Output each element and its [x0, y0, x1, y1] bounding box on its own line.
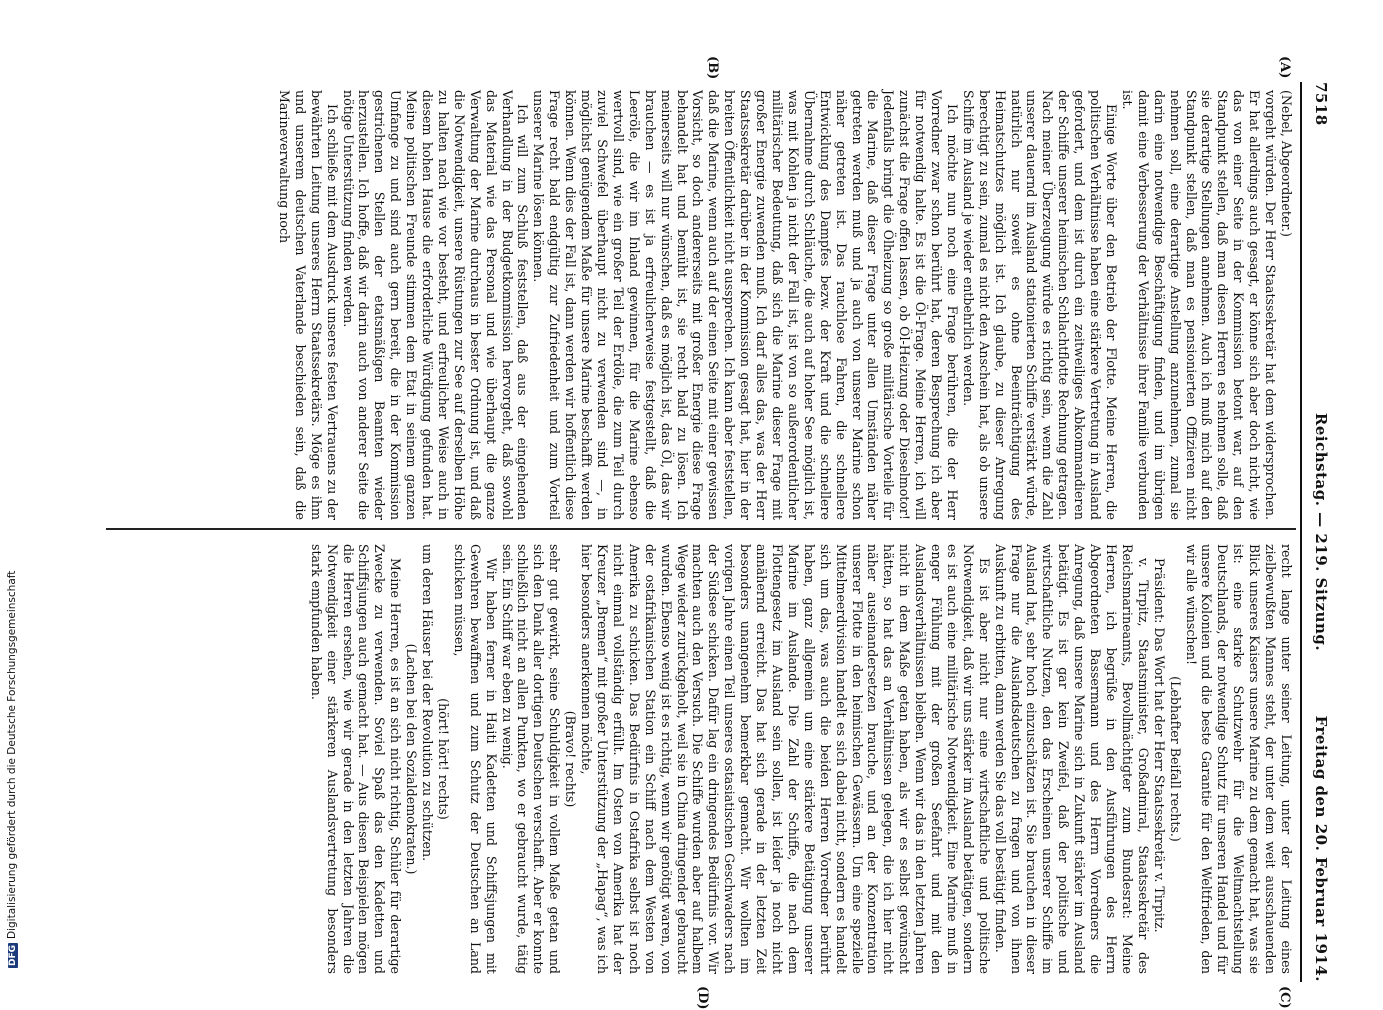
margin-letter-d: (D) [695, 986, 710, 1010]
right-column-paragraph: recht lange unter seiner Leitung, unter der Leitung eines zielbewußten Mannes steht, der unter dem weit ausschauenden Blick unseres Kaisers unsere Marine zu dem gemacht hat, was sie ist: eine starke Schutzwehr für die Weltmachtstellung Deutschlands, der notwendige Schutz für unseren Handel und für unsere Kolonien und die beste Garantie für den Weltfrieden, den wir alle wünschen! [1183, 544, 1294, 974]
funding-stamp [6, 571, 18, 968]
right-column [308, 544, 1294, 974]
header-title: Reichstag. — 219. Sitzung. [1312, 412, 1330, 652]
stamp-text: Digitalisierung gefördert durch die Deutsche Forschungsgemeinschaft [6, 570, 18, 939]
running-header [1304, 82, 1330, 982]
left-column-paragraph: Ich will zum Schluß feststellen, daß aus der eingehenden Verhandlung in der Budgetkommission hervorgeht, daß sowohl das Material wie das Personal und wie überhaupt die ganze Verwaltung der Marine durchaus in bester Ordnung ist, und daß die Notwendigkeit, unsere Rüstungen zur See auf derselben Höhe zu halten nach wie vor besteht, und erfreulicher Weise auch in diesem hohen Hause die erforderliche Würdigung gefunden hat. Meine politischen Freunde stimmen dem Etat in seinem ganzen Umfange zu und sind auch gern bereit, die in der Kommission gestrichenen Stellen der etatsmäßigen Beamten wieder herzustellen. Ich hoffe, daß wir darin auch von anderer Seite die nötige Unterstützung finden werden. [340, 90, 531, 520]
right-column-paragraph: Wir haben ferner in Haiti Kadetten und Schiffsjungen mit Gewehren bewaffnen und zum Schutz der Deutschen an Land schicken müssen, [451, 544, 499, 974]
left-column [276, 90, 1294, 520]
right-column-paragraph: Es ist aber nicht nur eine wirtschaftliche und politische Notwendigkeit, daß wir uns stärker im Ausland betätigen, sondern es ist auch eine militärische Notwendigkeit. Eine Marine muß in enger Fühlung mit der großen Seefahrt und mit den Auslandsverhältnissen bleiben. Wenn wir das in den letzten Jahren nicht in dem Maße getan haben, als wir es selbst gewünscht hätten, so hat das an Verhältnissen gelegen, die ich hier nicht näher auseinandersetzen brauche, und an der Konzentration unserer Flotte in den heimischen Gewässern. Um eine spezielle Mittelmeerdivision handelt es sich dabei nicht, sondern es handelt sich um das, was auch die beiden Herren Vorredner berührt haben, ganz allgemein um eine stärkere Betätigung unserer Marine im Auslande. Die Zahl der Schiffe, die nach dem Flottengesetz im Ausland sein sollen, ist leider ja noch nicht annähernd erreicht. Das hat sich gerade in der letzten Zeit besonders unangenehm bemerkbar gemacht. Wir wollten im vorigen Jahre einen Teil unseres ostasiatischen Geschwaders nach der Südsee schicken. Dafür lag ein dringendes Bedürfnis vor. Wir machten auch den Versuch. Die Schiffe wurden aber auf halbem Wege wieder zurückgeholt, weil sie in China dringender gebraucht wurden. Ebenso wenig ist es richtig, wenn wir genötigt waren, von der ostafrikanischen Station ein Schiff nach dem Westen von Amerika zu schicken. Das Bedürfnis in Ostafrika selbst ist noch nicht einmal vollständig erfüllt. Im Osten von Amerika hat der Kreuzer „Bremen“ mit großer Unterstützung der „Hapag“, was ich hier besonders anerkennen möchte, [579, 544, 992, 974]
right-column-paragraph: um deren Häuser bei der Revolution zu schützen. [420, 544, 436, 862]
margin-letter-b: (B) [705, 56, 720, 80]
left-column-paragraph: (Nebel, Abgeordneter.) [1279, 90, 1294, 237]
column-divider [106, 528, 1296, 530]
margin-letter-a: (A) [1277, 56, 1292, 79]
dfg-logo: DFG [8, 944, 18, 966]
document-page [80, 56, 1330, 1010]
page-number: 7518 [1312, 82, 1330, 126]
right-column-paragraph: (hört! hört! rechts) [435, 698, 451, 820]
left-column-paragraph: Ich schließe mit dem Ausdruck unseres festen Vertrauens zu der bewährten Leitung unseres Herrn Staatssekretärs. Möge es ihm und unserem deutschen Vaterlande beschieden sein, daß die Marineverwaltung noch [276, 90, 340, 520]
right-column-paragraph: (Lebhafter Beifall rechts.) [1167, 676, 1183, 842]
header-date: Freitag den 20. Februar 1914. [1312, 715, 1330, 982]
margin-letter-c: (C) [1277, 986, 1292, 1009]
header-rule [1300, 82, 1302, 982]
right-column-paragraph: Meine Herren, es ist an sich nicht richtig, Schüler für derartige Zwecke zu verwenden. Soviel Spaß das den Kadetten und Schiffsjungen auch gemacht hat. — Aus diesen Beispielen mögen die Herren ersehen, wie wir gerade in den letzten Jahren die Notwendigkeit einer stärkeren Auslandsvertretung besonders stark empfunden haben. [308, 544, 404, 974]
left-column-paragraph: vorgeht würden. Der Herr Staatssekretär hat dem widersprochen. Er hat allerdings auch gesagt, er könne sich aber doch nicht, wie das von einer Seite in der Kommission betont war, auf den Standpunkt stellen, daß man diesen Herren es nehmen solle, daß sie derartige Stellungen annehmen. Auch ich muß mich auf den Standpunkt stellen, daß man es pensionierten Offizieren nicht nehmen soll, eine derartige Anstellung anzunehmen, zumal sie darin eine notwendige Beschäftigung finden, und im übrigen damit eine Verbesserung der Verhältnisse ihrer Familie verbunden ist. [1119, 90, 1279, 520]
right-column-paragraph: (Bravo! rechts) [563, 710, 579, 808]
right-column-paragraph: Präsident: Das Wort hat der Herr Staatssekretär v. Tirpitz. [1151, 558, 1167, 933]
left-column-paragraph: Ich möchte nun noch eine Frage berühren, die der Herr Vorredner zwar schon berührt hat, deren Besprechung ich aber für notwendig halte. Es ist die Öl-Frage. Meine Herren, ich will zunächst die Frage offen lassen, ob Öl-Heizung oder Dieselmotor! Jedenfalls bringt die Ölheizung so große militärische Vorteile für die Marine, daß dieser Frage unter allen Umständen näher getreten werden muß und ja auch von unserer Marine schon näher getreten ist. Das rauchlose Fahren, die schnellere Entwicklung des Dampfes bezw. der Kraft und die schnellere Übernahme durch Schläuche, die auch auf hoher See möglich ist, was mit Kohlen ja nicht der Fall ist, ist von so außerordentlicher militärischer Bedeutung, daß sich die Marine dieser Frage mit großer Energie zuwenden muß. Ich darf alles das, was der Herr Staatssekretär darüber in der Kommission gesagt hat, hier in der breiten Öffentlichkeit nicht aussprechen. Ich kann aber feststellen, daß die Marine, wenn auch auf der einen Seite mit einer gewissen Vorsicht, so doch andererseits mit großer Energie diese Frage behandelt hat und bemüht ist, sie recht bald zu lösen. Ich meinerseits will nur wünschen, daß es möglich ist, das Öl, das wir brauchen — es ist ja erfreulicherweise festgestellt, daß die Leeröle, die wir im Inland gewinnen, für die Marine ebenso wertvoll sind, wie ein großer Teil der Erdöle, die zum Teil durch zuviel Schwefel überhaupt nicht zu verwenden sind —, in möglichst genügendem Maße für unsere Marine beschafft werden können. Wenn dies der Fall ist, dann werden wir hoffentlich diese Frage recht bald endgültig zur Zufriedenheit und zum Vorteil unserer Marine lösen können. [531, 90, 960, 520]
right-column-paragraph: sehr gut gewirkt, seine Schuldigkeit in vollem Maße getan und sich den Dank aller dortigen Deutschen verschafft. Aber er konnte schließlich nicht an allen Punkten, wo er gebraucht wurde, tätig sein. Ein Schiff war eben zu wenig. [499, 544, 563, 974]
right-column-paragraph: v. Tirpitz, Staatsminister, Großadmiral, Staatssekretär des Reichsmarineamts, Bevollmächtigter zum Bundesrat: Meine Herren, ich begrüße in den Ausführungen des Herrn Abgeordneten Bassermann und des Herrn Vorredners die Anregung, daß unsere Marine sich in Zukunft stärker im Ausland betätigt. Es ist gar kein Zweifel, daß der politische und wirtschaftliche Nutzen, den das Erscheinen unserer Schiffe im Ausland hat, sehr hoch einzuschätzen ist. Sie brauchen in dieser Frage nur die Auslandsdeutschen zu fragen und von ihnen Auskunft zu erbitten, dann werden Sie das voll bestätigt finden. [992, 544, 1151, 974]
left-column-paragraph: Einige Worte über den Betrieb der Flotte. Meine Herren, die politischen Verhältnisse haben eine stärkere Vertretung in Ausland gefordert, und dem ist durch ein zeitweiliges Abkommandieren der Schiffe unserer heimischen Schlachtflotte Rechnung getragen. Nach meiner Überzeugung würde es richtig sein, wenn die Zahl unserer dauernd im Ausland stationierten Schiffe verstärkt würde, natürlich nur soweit es ohne Beeinträchtigung des Heimatschutzes möglich ist. Ich glaube, zu dieser Anregung berechtigt zu sein, zumal es nicht den Anschein hat, als ob unsere Schiffe im Ausland je wieder entbehrlich werden. [960, 90, 1120, 520]
right-column-paragraph: (Lachen bei den Sozialdemokraten.) [404, 643, 420, 875]
